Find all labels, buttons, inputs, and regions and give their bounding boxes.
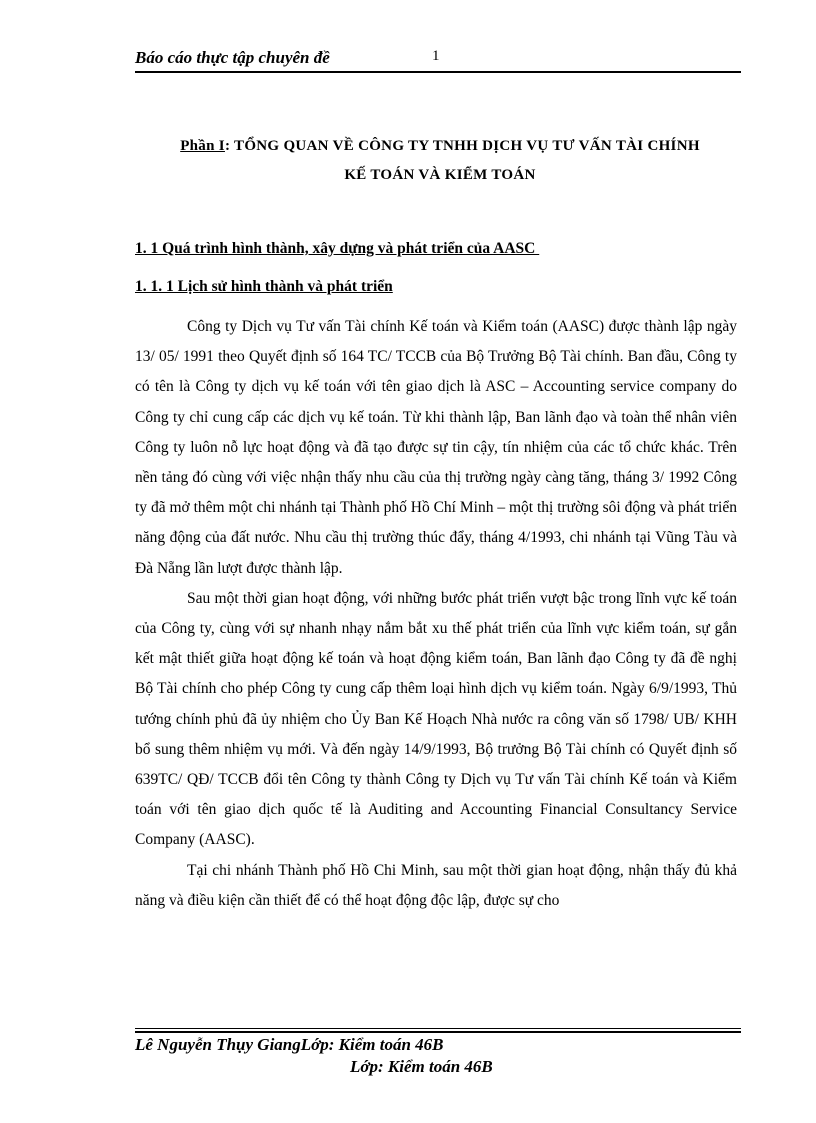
section-heading-1-1-1: 1. 1. 1 Lịch sử hình thành và phát triển	[135, 278, 393, 295]
paragraph: Tại chi nhánh Thành phố Hồ Chi Minh, sau một thời gian hoạt động, nhận thấy đủ khả năng và điều kiện cần thiết để có thể hoạt động độc lập, được sự cho	[135, 861, 737, 909]
part-title-line2: KẾ TOÁN VÀ KIỂM TOÁN	[344, 167, 536, 183]
header-title: Báo cáo thực tập chuyên đề	[135, 48, 330, 67]
paragraph: Sau một thời gian hoạt động, với những bước phát triển vượt bậc trong lĩnh vực kế toán của Công ty, cùng với sự nhanh nhạy nắm bắt xu thế phát triển của lĩnh vực kiểm toán, sự gắn kết mật thiết giữa hoạt động kế toán và hoạt động kiểm toán, Ban lãnh đạo Công ty đã đề nghị Bộ Tài chính cho phép Công ty cung cấp thêm loại hình dịch vụ kiểm toán. Ngày 6/9/1993, Thủ tướng chính phủ đã ủy nhiệm cho Ủy Ban Kế Hoạch Nhà nước ra công văn số 1798/ UB/ KHH bổ sung thêm nhiệm vụ mới. Và đến ngày 14/9/1993, Bộ trưởng Bộ Tài chính có Quyết định số 639TC/ QĐ/ TCCB đổi tên Công ty thành Công ty Dịch vụ Tư vấn Tài chính Kế toán và Kiểm toán với tên giao dịch quốc tế là Auditing and Accounting Financial Consultancy Service Company (AASC).	[135, 589, 737, 849]
page-number: 1	[432, 48, 440, 64]
part-label: Phần I	[180, 138, 225, 154]
part-title-line1	[120, 132, 760, 161]
part-title	[120, 132, 760, 190]
section-heading-1-1: 1. 1 Quá trình hình thành, xây dựng và phát triển của AASC	[135, 240, 540, 257]
footer-class: Lớp: Kiểm toán 46B	[350, 1057, 493, 1076]
paragraph: Công ty Dịch vụ Tư vấn Tài chính Kế toán và Kiểm toán (AASC) được thành lập ngày 13/ 05/ 1991 theo Quyết định số 164 TC/ TCCB của Bộ Trưởng Bộ Tài chính. Ban đầu, Công ty có tên là Công ty dịch vụ kế toán với tên giao dịch là ASC – Accounting service company do Công ty chỉ cung cấp các dịch vụ kế toán. Từ khi thành lập, Ban lãnh đạo và toàn thể nhân viên Công ty luôn nỗ lực hoạt động và đã tạo được sự tin cậy, tín nhiệm của các tổ chức khác. Trên nền tảng đó cùng với việc nhận thấy nhu cầu của thị trường ngày càng tăng, tháng 3/ 1992 Công ty đã mở thêm một chi nhánh tại Thành phố Hồ Chí Minh – một thị trường sôi động và phát triển năng động của đất nước. Nhu cầu thị trường thúc đẩy, tháng 4/1993, chi nhánh tại Vũng Tàu và Đà Nẵng lần lượt được thành lập.	[135, 318, 737, 577]
body-text	[135, 312, 737, 916]
part-title-rest: : TỔNG QUAN VỀ CÔNG TY TNHH DỊCH VỤ TƯ VẤN TÀI CHÍNH	[224, 138, 700, 154]
page-header	[135, 48, 741, 72]
footer-divider-thick	[135, 1031, 741, 1033]
footer-author: Lê Nguyễn Thụy GiangLớp: Kiểm toán 46B	[135, 1035, 444, 1054]
header-divider	[135, 71, 741, 73]
footer-divider-thin	[135, 1028, 741, 1029]
